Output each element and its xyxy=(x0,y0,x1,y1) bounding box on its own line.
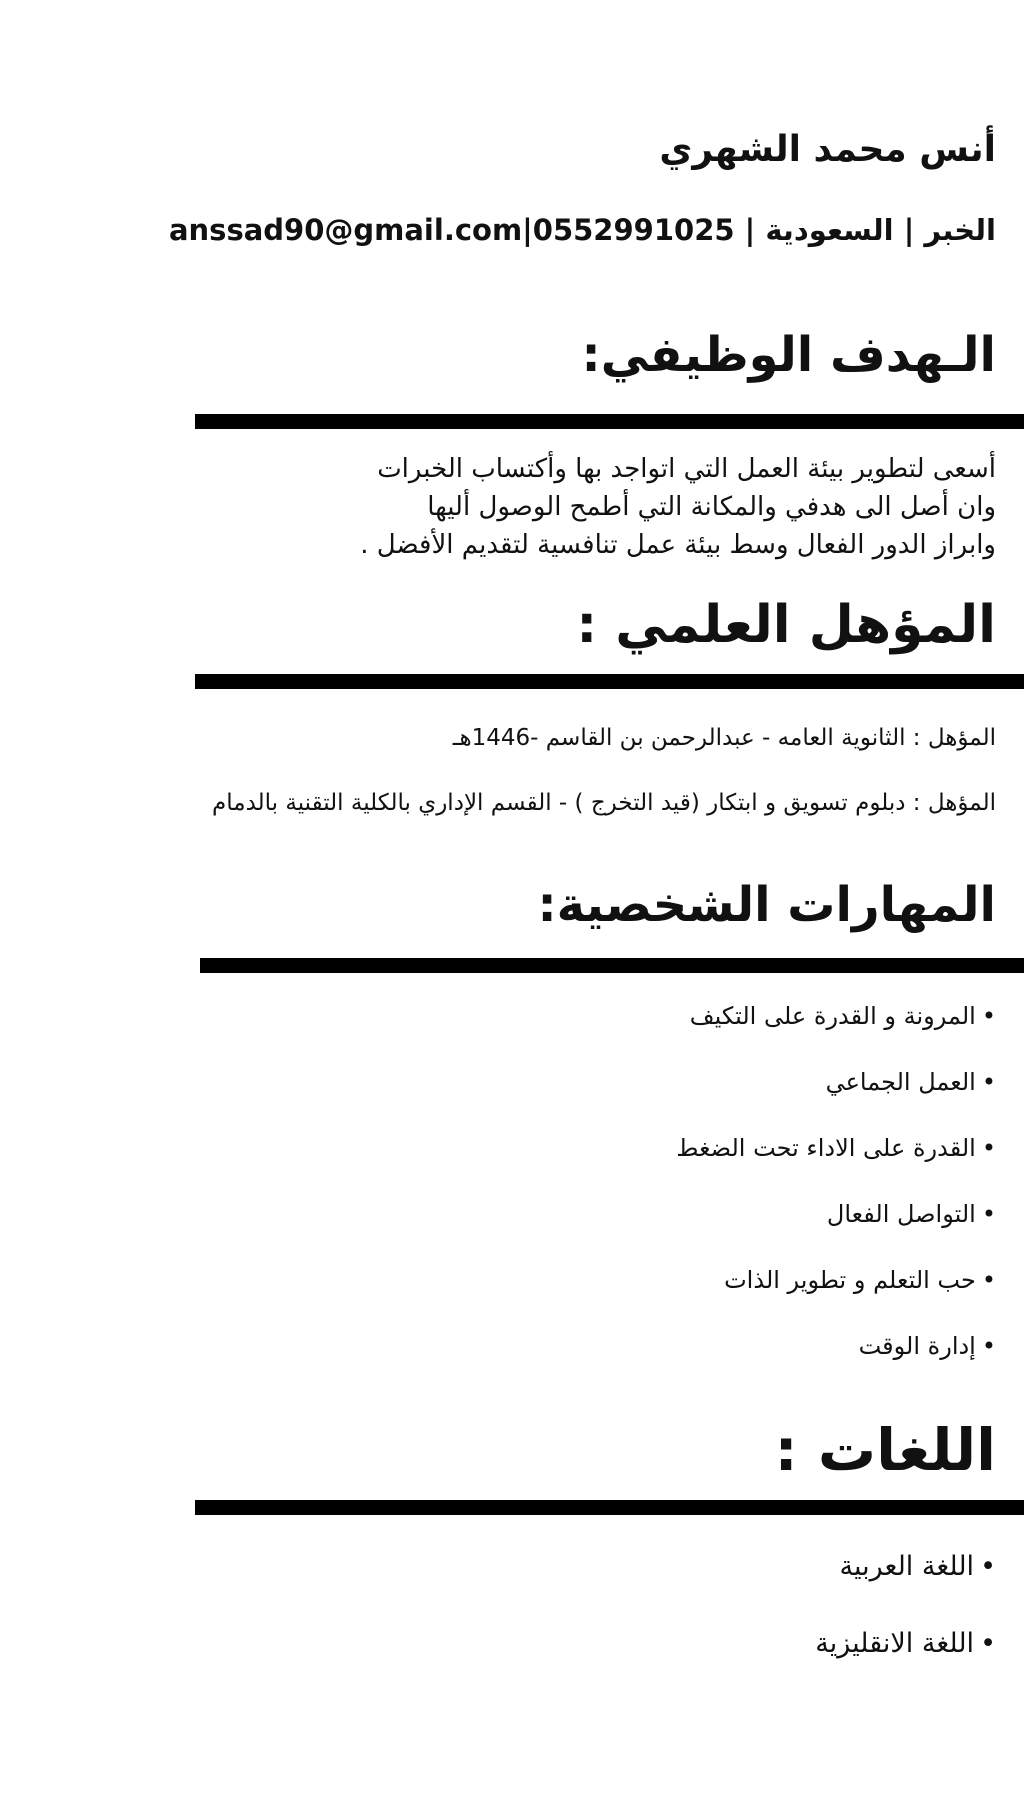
objective-heading: الـهدف الوظيفي: xyxy=(581,327,996,383)
language-item xyxy=(840,1545,996,1589)
education-item: المؤهل : الثانوية العامه - عبدالرحمن بن القاسم -1446هـ xyxy=(452,725,996,751)
skill-label: القدرة على الاداء تحت الضغط xyxy=(676,1134,976,1162)
education-heading: المؤهل العلمي : xyxy=(576,595,996,655)
languages-heading: اللغات : xyxy=(774,1416,996,1484)
objective-text xyxy=(360,450,996,564)
resume-name: أنس محمد الشهري xyxy=(659,129,996,170)
section-divider xyxy=(195,1500,1024,1515)
skill-label: العمل الجماعي xyxy=(825,1068,976,1096)
section-divider xyxy=(200,958,1024,973)
bullet-icon: • xyxy=(981,1266,996,1294)
bullet-icon: • xyxy=(981,1332,996,1360)
section-divider xyxy=(195,414,1024,429)
skill-item xyxy=(690,996,996,1036)
skills-heading: المهارات الشخصية: xyxy=(537,877,996,933)
bullet-icon: • xyxy=(981,1068,996,1096)
section-divider xyxy=(195,674,1024,689)
skill-label: إدارة الوقت xyxy=(858,1332,976,1360)
language-item xyxy=(815,1622,996,1666)
education-item: المؤهل : دبلوم تسويق و ابتكار (قيد التخرج ) - القسم الإداري بالكلية التقنية بالدمام xyxy=(212,790,996,816)
bullet-icon: • xyxy=(980,1551,996,1582)
skill-label: المرونة و القدرة على التكيف xyxy=(689,1002,976,1030)
bullet-icon: • xyxy=(980,1628,996,1659)
skill-item xyxy=(826,1062,996,1102)
objective-line: أسعى لتطوير بيئة العمل التي اتواجد بها وأكتساب الخبرات xyxy=(377,454,996,484)
skill-item xyxy=(676,1128,996,1168)
skill-item xyxy=(859,1326,996,1366)
objective-line: وابراز الدور الفعال وسط بيئة عمل تنافسية لتقديم الأفضل . xyxy=(360,530,996,560)
skill-item xyxy=(724,1260,996,1300)
bullet-icon: • xyxy=(981,1134,996,1162)
language-label: اللغة العربية xyxy=(839,1551,975,1582)
language-label: اللغة الانقليزية xyxy=(815,1628,975,1659)
bullet-icon: • xyxy=(981,1002,996,1030)
skill-label: التواصل الفعال xyxy=(826,1200,976,1228)
skill-label: حب التعلم و تطوير الذات xyxy=(724,1266,976,1294)
skill-item xyxy=(827,1194,996,1234)
contact-line: الخبر | السعودية | 0552991025|anssad90@gmail.com xyxy=(168,213,996,247)
objective-line: وان أصل الى هدفي والمكانة التي أطمح الوصول أليها xyxy=(427,492,996,522)
bullet-icon: • xyxy=(981,1200,996,1228)
